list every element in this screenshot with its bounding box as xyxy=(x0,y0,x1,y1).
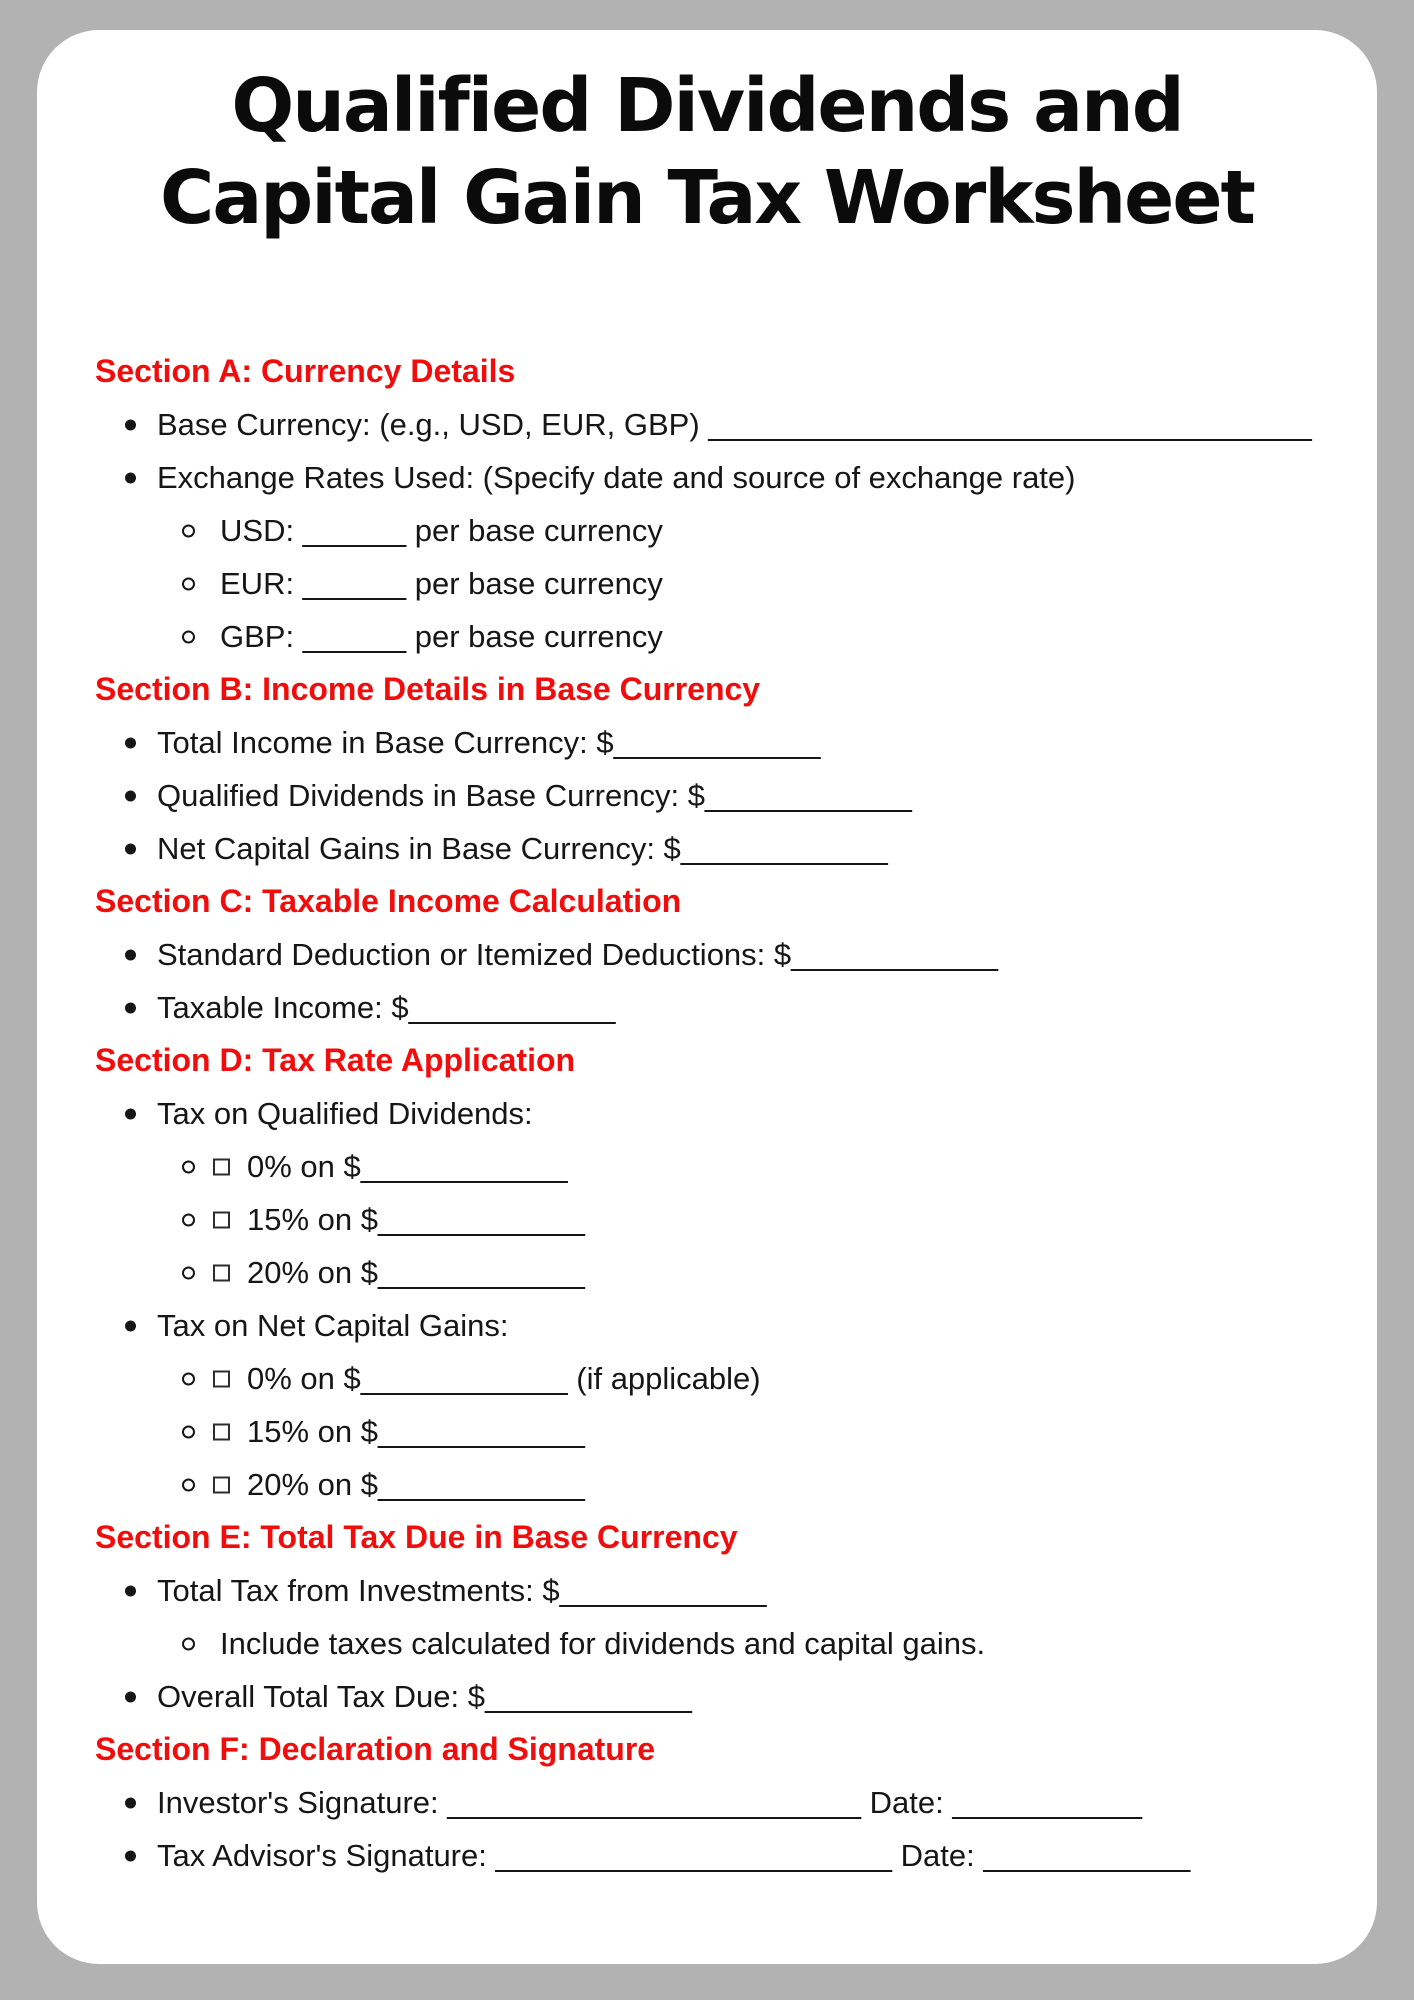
list-item-text: Base Currency: (e.g., USD, EUR, GBP) ___________________________________ xyxy=(157,406,1312,442)
list-item-text: 0% on $____________ (if applicable) xyxy=(247,1360,761,1396)
list-item xyxy=(37,769,1377,822)
list-item-text: 15% on $____________ xyxy=(247,1413,585,1449)
bullet-icon xyxy=(125,790,136,801)
section-b-heading: Section B: Income Details in Base Currency xyxy=(95,671,761,707)
list-subitem xyxy=(37,557,1377,610)
bullet-icon xyxy=(125,737,136,748)
list-item-text: Investor's Signature: ________________________ Date: ___________ xyxy=(157,1784,1142,1820)
list-item-text: Include taxes calculated for dividends and capital gains. xyxy=(220,1625,986,1661)
list-item-text: Total Income in Base Currency: $____________ xyxy=(157,724,821,760)
list-item xyxy=(37,451,1377,504)
list-subitem xyxy=(37,610,1377,663)
list-subitem xyxy=(37,1352,1377,1405)
bullet-icon xyxy=(125,843,136,854)
circle-bullet-icon xyxy=(182,1160,195,1173)
checkbox-icon xyxy=(213,1158,230,1175)
section-f-heading: Section F: Declaration and Signature xyxy=(95,1731,656,1767)
list-subitem xyxy=(37,1246,1377,1299)
list-item-text: Exchange Rates Used: (Specify date and source of exchange rate) xyxy=(157,459,1076,495)
worksheet-title-line1: Qualified Dividends and xyxy=(231,63,1183,149)
list-item-text: 0% on $____________ xyxy=(247,1148,568,1184)
circle-bullet-icon xyxy=(182,1266,195,1279)
list-item xyxy=(37,1564,1377,1617)
circle-bullet-icon xyxy=(182,1213,195,1226)
list-item xyxy=(37,1829,1377,1882)
list-item-text: GBP: ______ per base currency xyxy=(220,618,663,654)
bullet-icon xyxy=(125,1108,136,1119)
list-item-text: USD: ______ per base currency xyxy=(220,512,663,548)
list-subitem xyxy=(37,1193,1377,1246)
list-item xyxy=(37,398,1377,451)
bullet-icon xyxy=(125,1797,136,1808)
list-item-text: 15% on $____________ xyxy=(247,1201,585,1237)
circle-bullet-icon xyxy=(182,524,195,537)
list-item-text: Taxable Income: $____________ xyxy=(157,989,616,1025)
list-item-text: Qualified Dividends in Base Currency: $____________ xyxy=(157,777,912,813)
list-item xyxy=(37,716,1377,769)
checkbox-icon xyxy=(213,1211,230,1228)
checkbox-icon xyxy=(213,1423,230,1440)
circle-bullet-icon xyxy=(182,630,195,643)
list-item-text: Net Capital Gains in Base Currency: $____________ xyxy=(157,830,888,866)
list-item xyxy=(37,1670,1377,1723)
worksheet-page xyxy=(37,30,1377,1964)
list-item xyxy=(37,1087,1377,1140)
bullet-icon xyxy=(125,419,136,430)
list-item xyxy=(37,981,1377,1034)
checkbox-icon xyxy=(213,1476,230,1493)
list-item xyxy=(37,928,1377,981)
list-item-text: 20% on $____________ xyxy=(247,1254,585,1290)
list-item-text: Overall Total Tax Due: $____________ xyxy=(157,1678,692,1714)
circle-bullet-icon xyxy=(182,1637,195,1650)
circle-bullet-icon xyxy=(182,577,195,590)
section-c-heading: Section C: Taxable Income Calculation xyxy=(95,883,682,919)
list-subitem xyxy=(37,1458,1377,1511)
bullet-icon xyxy=(125,1585,136,1596)
circle-bullet-icon xyxy=(182,1425,195,1438)
worksheet-body xyxy=(37,345,1377,1882)
list-item xyxy=(37,1776,1377,1829)
list-item-text: 20% on $____________ xyxy=(247,1466,585,1502)
checkbox-icon xyxy=(213,1264,230,1281)
list-subitem xyxy=(37,1140,1377,1193)
list-item-text: Standard Deduction or Itemized Deductions: $____________ xyxy=(157,936,999,972)
list-item-text: Tax on Qualified Dividends: xyxy=(157,1095,533,1131)
worksheet-title xyxy=(37,30,1377,244)
bullet-icon xyxy=(125,472,136,483)
section-e-heading: Section E: Total Tax Due in Base Currency xyxy=(95,1519,738,1555)
worksheet-title-line2: Capital Gain Tax Worksheet xyxy=(160,155,1254,241)
list-subitem xyxy=(37,504,1377,557)
list-subitem xyxy=(37,1617,1377,1670)
circle-bullet-icon xyxy=(182,1372,195,1385)
circle-bullet-icon xyxy=(182,1478,195,1491)
section-a-heading: Section A: Currency Details xyxy=(95,353,516,389)
bullet-icon xyxy=(125,949,136,960)
list-item-text: Tax Advisor's Signature: _______________________ Date: ____________ xyxy=(157,1837,1191,1873)
checkbox-icon xyxy=(213,1370,230,1387)
bullet-icon xyxy=(125,1691,136,1702)
list-item-text: Total Tax from Investments: $____________ xyxy=(157,1572,767,1608)
bullet-icon xyxy=(125,1850,136,1861)
list-item xyxy=(37,822,1377,875)
list-item-text: EUR: ______ per base currency xyxy=(220,565,663,601)
bullet-icon xyxy=(125,1002,136,1013)
list-item xyxy=(37,1299,1377,1352)
list-subitem xyxy=(37,1405,1377,1458)
list-item-text: Tax on Net Capital Gains: xyxy=(157,1307,509,1343)
section-d-heading: Section D: Tax Rate Application xyxy=(95,1042,576,1078)
bullet-icon xyxy=(125,1320,136,1331)
